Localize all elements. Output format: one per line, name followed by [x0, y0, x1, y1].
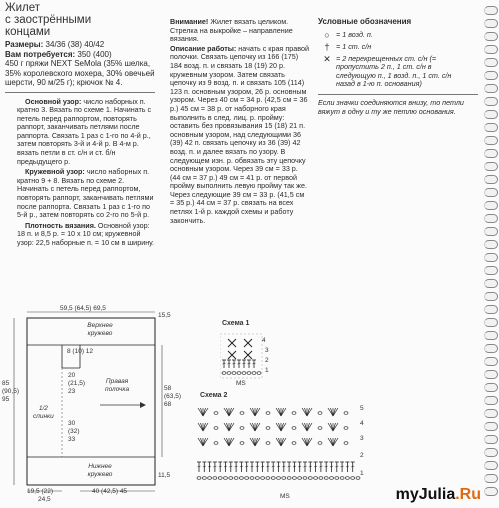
dim-right-height	[164, 385, 181, 409]
chain-mark	[335, 477, 339, 480]
top-lace-label: Верхнее кружево	[87, 322, 113, 337]
fan-stitch-mark	[328, 438, 333, 446]
title-line-2: с заострёнными	[5, 14, 92, 26]
chain-mark	[344, 427, 348, 430]
scheme-2-row: 2	[360, 452, 364, 459]
chain-mark	[234, 477, 238, 480]
dim-bottom-b: 24,5	[38, 496, 51, 503]
front-label	[105, 378, 129, 393]
double-crochet-icon: †	[324, 41, 330, 52]
fan-stitch-mark	[203, 438, 208, 446]
fan-stitch-mark	[276, 438, 281, 446]
chain-mark	[340, 477, 344, 480]
legend-title: Условные обозначения	[318, 17, 412, 26]
dim-value: (63,5)	[164, 393, 181, 400]
scheme-2-ms: MS	[280, 493, 290, 500]
chain-mark	[227, 372, 231, 375]
basic-pattern-label: Основной узор:	[25, 96, 82, 106]
fan-stitch-mark	[333, 438, 338, 446]
dim-value: 85	[2, 380, 10, 387]
fan-stitch-mark	[307, 408, 312, 416]
scheme-2-row: 1	[360, 470, 364, 477]
chain-mark	[240, 442, 244, 445]
legend-text: = 2 перекрещенных ст. с/н (= пропустить 2 п., 1 ст. с/н в следующую п., 1 возд. п., 1 ст. с/н назад в 1-ю п. основания)	[336, 53, 452, 89]
materials-label: Вам потребуется:	[5, 49, 76, 59]
chain-mark	[214, 442, 218, 445]
legend-text: = 1 возд. п.	[336, 29, 373, 39]
chain-mark	[287, 477, 291, 480]
basic-pattern-text: число наборных п. кратно 3. Вязать по схеме 1. Начинать с петель перед раппортом, повторять раппорт, заканчивать петлями после раппорта. Связать 1 раз с 1-го по 4-й р., затем повторять 3-й и 4-й р. В 4-м р. вязать петли в ст. с/н и ст. б/н предыдущего р.	[17, 96, 152, 166]
back-label-word: спинки	[33, 412, 54, 420]
chain-mark	[250, 477, 254, 480]
scheme-2-title: Схема 2	[200, 392, 228, 399]
scheme-1-row: 1	[265, 367, 269, 374]
density-text: Основной узор: 18 п. и 8,5 р. = 10 х 10 см; кружевной узор: 22,5 наборные п. = 10 см в ширину.	[17, 220, 155, 247]
fan-stitch-mark	[302, 423, 307, 431]
fan-stitch-mark	[276, 423, 281, 431]
fan-stitch-mark	[250, 423, 255, 431]
note-label: Внимание!	[170, 17, 209, 26]
sizes-value: 34/36 (38) 40/42	[45, 40, 105, 49]
chain-mark	[208, 477, 212, 480]
dim-lower	[68, 420, 80, 444]
fan-stitch-mark	[224, 423, 229, 431]
dim-bottom-right: 11,5	[158, 472, 171, 479]
scheme-1-ms: MS	[236, 380, 246, 387]
fan-stitch-mark	[281, 438, 286, 446]
fan-stitch-mark	[302, 408, 307, 416]
chain-mark	[232, 372, 236, 375]
scheme-1-row: 2	[265, 357, 269, 364]
fan-stitch-mark	[307, 438, 312, 446]
work-text: начать с края правой полочки. Связать цепочку из 166 (175) 184 возд. п. и связать 18 (19) 20 р. кружевным узором. Затем связать цепочку из 9 возд. п. и связать 105 (114) 123 п. основным узором, 26 р. основным узором. Через 40 см = 34 р. (42,5 см = 36 р.) 45 см = 38 р. от наборного края выполнить в след. лиц. р. пройму: оставить без провязывания 15 (18) 21 п. основным узором, над следующими 36 (39) 42 п. связать цепочку из 36 (39) 42 возд. п. и далее вязать по узору. В следующем изн. р. обвязать эту цепочку основным узором. Через 39 см = 33 р. (44 см = 37 р.) 49 см = 41 р. от первой пройму выполнить левую пройму так же. Через следующие 39 см = 33 р. (41,5 см = 35 р.) 44 см = 37 р. связать на всех петлях 1-й р. каждой схемы и работу закончить.	[170, 43, 309, 225]
scheme-2-row: 4	[360, 420, 364, 427]
dim-value: 58	[164, 385, 172, 392]
dim-value: (32)	[68, 428, 80, 435]
fan-stitch-mark	[328, 423, 333, 431]
front-label-line2: полочка	[105, 385, 130, 393]
fan-stitch-mark	[198, 408, 203, 416]
chain-mark	[247, 372, 251, 375]
dim-value: 23	[68, 388, 76, 395]
lace-pattern-text: число наборных п. кратно 9 + 8. Вязать по схеме 2. Начинать с петель перед раппортом, повторять раппорт, заканчивать петлями после раппорта. Связать 1 раз с 1-го по 5-й р., затем повторять со 2-го по 5-й р.	[17, 167, 154, 220]
scheme-1-row: 4	[262, 337, 266, 344]
chain-mark	[330, 477, 334, 480]
fan-stitch-mark	[255, 408, 260, 416]
chain-mark	[319, 477, 323, 480]
chain-mark	[266, 442, 270, 445]
chain-mark	[345, 477, 349, 480]
chain-mark	[224, 477, 228, 480]
fan-stitch-mark	[276, 408, 281, 416]
chain-mark	[261, 477, 265, 480]
chain-mark	[257, 372, 261, 375]
scheme-frame	[220, 334, 262, 378]
chain-mark	[351, 477, 355, 480]
chain-mark	[242, 372, 246, 375]
dim-bottom-c: 40 (42,5) 45	[92, 488, 128, 495]
chain-mark	[213, 477, 217, 480]
chain-mark	[314, 477, 318, 480]
brand-ru: .Ru	[455, 486, 481, 503]
front-label-line1: Правая	[105, 378, 129, 385]
scheme-1-chart	[220, 330, 290, 380]
brand-my: myJulia	[395, 486, 456, 503]
sizes-label: Размеры:	[5, 40, 44, 49]
chain-mark	[292, 427, 296, 430]
chain-mark	[266, 477, 270, 480]
chain-mark	[202, 477, 206, 480]
chain-mark	[239, 477, 243, 480]
dim-value: 33	[68, 436, 76, 443]
chain-mark	[245, 477, 249, 480]
title-line-3: концами	[5, 26, 51, 38]
dim-value: 95	[2, 396, 10, 403]
dim-bottom-a: 19,5 (22)	[27, 488, 54, 495]
dim-armhole-depth	[68, 372, 85, 396]
chain-mark	[222, 372, 226, 375]
chain-mark	[252, 372, 256, 375]
fan-stitch-mark	[198, 423, 203, 431]
chain-mark	[271, 477, 275, 480]
lace-pattern-label: Кружевной узор:	[25, 167, 85, 177]
scheme-1-title: Схема 1	[222, 320, 250, 327]
note-text: Жилет вязать целиком. Стрелка на выкройке – направление вязания.	[170, 17, 293, 44]
fan-stitch-mark	[281, 408, 286, 416]
fan-stitch-mark	[224, 408, 229, 416]
fan-stitch-mark	[281, 423, 286, 431]
chain-mark	[266, 412, 270, 415]
fan-stitch-mark	[307, 423, 312, 431]
chain-mark	[240, 412, 244, 415]
fan-stitch-mark	[198, 438, 203, 446]
chain-mark	[292, 442, 296, 445]
dim-value: (90,5)	[2, 388, 19, 395]
chain-mark	[308, 477, 312, 480]
chain-mark	[344, 412, 348, 415]
fan-stitch-mark	[333, 423, 338, 431]
materials-amount: 350 (400)	[77, 49, 112, 59]
materials-text: 450 г пряжи NEXT SeMola (35% шелка, 35% королевского мохера, 30% овечьей шерсти, 90 м/25 г); крючок № 4.	[5, 59, 155, 87]
chain-mark	[298, 477, 302, 480]
fan-stitch-mark	[203, 423, 208, 431]
chain-mark	[277, 477, 281, 480]
dim-value: 20	[68, 372, 76, 379]
scheme-2-chart	[195, 400, 365, 490]
work-label: Описание работы:	[170, 43, 237, 53]
legend-text: = 1 ст. с/н	[336, 41, 372, 51]
dim-value: 30	[68, 420, 76, 427]
chain-mark	[214, 427, 218, 430]
fan-stitch-mark	[250, 408, 255, 416]
scheme-2-row: 5	[360, 405, 364, 412]
fan-stitch-mark	[229, 408, 234, 416]
chain-mark	[292, 477, 296, 480]
chain-mark	[229, 477, 233, 480]
chain-mark	[197, 477, 201, 480]
chain-mark	[324, 477, 328, 480]
chain-mark	[318, 427, 322, 430]
chain-mark	[255, 477, 259, 480]
legend-hint: Если значки соединяются внизу, то петли вяжут в одну и ту же петлю основания.	[318, 97, 464, 116]
chain-mark	[237, 372, 241, 375]
fan-stitch-mark	[229, 423, 234, 431]
fan-stitch-mark	[203, 408, 208, 416]
scheme-1-row: 3	[265, 347, 269, 354]
dim-top-width: 59,5 (64,5) 69,5	[60, 305, 106, 312]
back-label	[33, 405, 54, 420]
dim-top-right: 15,5	[158, 312, 171, 319]
fan-stitch-mark	[255, 423, 260, 431]
title-line-1: Жилет	[5, 2, 41, 14]
chain-mark	[214, 412, 218, 415]
dim-left-height	[2, 380, 19, 404]
chain-mark	[292, 412, 296, 415]
chain-stitch-icon: ○	[324, 29, 330, 40]
bottom-lace-label: Нижнее кружево	[87, 463, 113, 478]
crossed-stitch-icon: ✕	[323, 53, 331, 64]
fan-stitch-mark	[333, 408, 338, 416]
chain-mark	[318, 412, 322, 415]
fan-stitch-mark	[229, 438, 234, 446]
fan-stitch-mark	[255, 438, 260, 446]
fan-stitch-mark	[328, 408, 333, 416]
fan-stitch-mark	[224, 438, 229, 446]
chain-mark	[240, 427, 244, 430]
scheme-2-row: 3	[360, 435, 364, 442]
chain-mark	[282, 477, 286, 480]
chain-mark	[266, 427, 270, 430]
chain-mark	[218, 477, 222, 480]
chain-mark	[344, 442, 348, 445]
dim-value: (21,5)	[68, 380, 85, 387]
dim-value: 68	[164, 401, 172, 408]
back-label-fraction: 1/2	[38, 405, 48, 412]
fan-stitch-mark	[250, 438, 255, 446]
chain-mark	[318, 442, 322, 445]
density-label: Плотность вязания.	[25, 220, 96, 230]
dim-armhole: 8 (10) 12	[67, 348, 94, 355]
chain-mark	[303, 477, 307, 480]
site-watermark	[396, 486, 481, 504]
fan-stitch-mark	[302, 438, 307, 446]
